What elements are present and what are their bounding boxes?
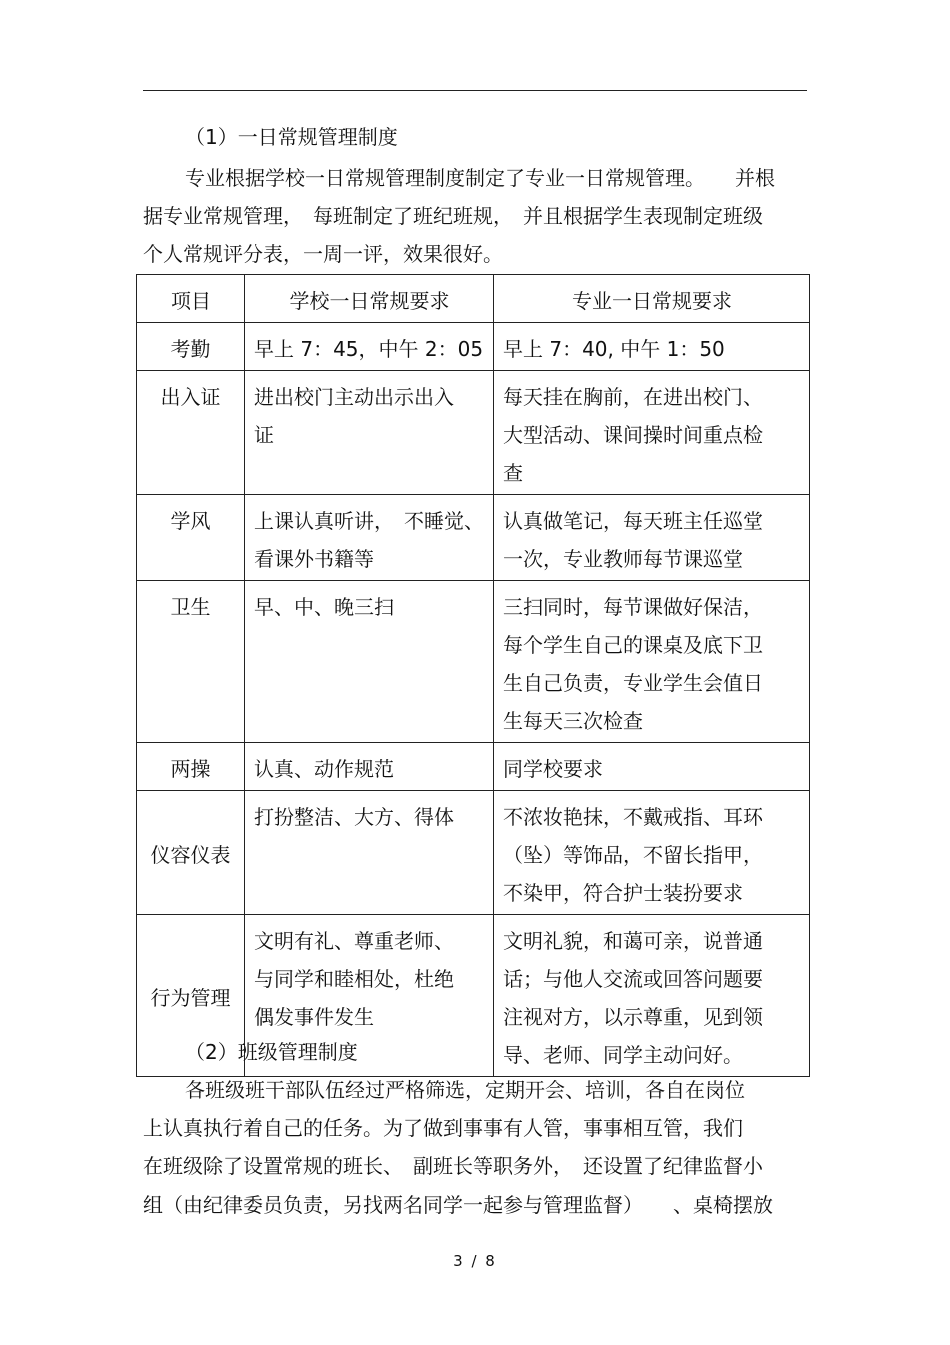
- table-row: [137, 743, 810, 791]
- paragraph-2-line-4: 组（由纪律委员负责，另找两名同学一起参与管理监督） 、桌椅摆放: [143, 1193, 773, 1217]
- header-item: 项目: [137, 275, 245, 323]
- row-major: 同学校要求: [494, 743, 810, 791]
- table-header-row: [137, 275, 810, 323]
- paragraph-2-line-3: 在班级除了设置常规的班长、 副班长等职务外， 还设置了纪律监督小: [143, 1154, 763, 1178]
- row-item: 学风: [137, 495, 245, 581]
- header-major: 专业一日常规要求: [494, 275, 810, 323]
- page-number: 3 / 8: [453, 1252, 497, 1270]
- table-row: [137, 791, 810, 915]
- table-row: [137, 323, 810, 371]
- row-school: 早、中、晚三扫: [245, 581, 494, 743]
- row-school: 早上 7：45，中午 2：05: [245, 323, 494, 371]
- daily-routine-table: [136, 274, 810, 1077]
- table-row: [137, 371, 810, 495]
- row-major: 早上 7：40, 中午 1：50: [494, 323, 810, 371]
- row-major: 不浓妆艳抹，不戴戒指、耳环 （坠）等饰品，不留长指甲， 不染甲，符合护士装扮要求: [494, 791, 810, 915]
- paragraph-2-line-2: 上认真执行着自己的任务。为了做到事事有人管，事事相互管，我们: [143, 1116, 743, 1140]
- paragraph-1-line-3: 个人常规评分表，一周一评，效果很好。: [143, 242, 503, 266]
- header-school: 学校一日常规要求: [245, 275, 494, 323]
- row-item: 仪容仪表: [137, 791, 245, 915]
- section-2-heading: （2）班级管理制度: [185, 1040, 358, 1064]
- row-item: 考勤: [137, 323, 245, 371]
- row-item: 卫生: [137, 581, 245, 743]
- row-major: 认真做笔记，每天班主任巡堂 一次，专业教师每节课巡堂: [494, 495, 810, 581]
- row-major: 每天挂在胸前，在进出校门、 大型活动、课间操时间重点检 查: [494, 371, 810, 495]
- table-row: [137, 495, 810, 581]
- row-item: 出入证: [137, 371, 245, 495]
- row-item: 行为管理: [137, 915, 245, 1077]
- paragraph-1-line-2: 据专业常规管理， 每班制定了班纪班规， 并且根据学生表现制定班级: [143, 204, 763, 228]
- row-school: 认真、动作规范: [245, 743, 494, 791]
- paragraph-2-line-1: 各班级班干部队伍经过严格筛选，定期开会、培训，各自在岗位: [185, 1078, 745, 1102]
- row-major: 三扫同时，每节课做好保洁， 每个学生自己的课桌及底下卫 生自己负责，专业学生会值日 生每天三次检查: [494, 581, 810, 743]
- row-item: 两操: [137, 743, 245, 791]
- section-1-heading: （1）一日常规管理制度: [185, 125, 398, 149]
- row-school: 进出校门主动出示出入 证: [245, 371, 494, 495]
- row-school: 上课认真听讲， 不睡觉、 看课外书籍等: [245, 495, 494, 581]
- paragraph-1-line-1: 专业根据学校一日常规管理制度制定了专业一日常规管理。 并根: [185, 166, 775, 190]
- row-school: 文明有礼、尊重老师、 与同学和睦相处，杜绝 偶发事件发生: [245, 915, 494, 1077]
- table-row: [137, 581, 810, 743]
- row-major: 文明礼貌，和蔼可亲，说普通 话；与他人交流或回答问题要 注视对方，以示尊重，见到领 导、老师、同学主动问好。: [494, 915, 810, 1077]
- row-school: 打扮整洁、大方、得体: [245, 791, 494, 915]
- header-rule: [143, 90, 807, 91]
